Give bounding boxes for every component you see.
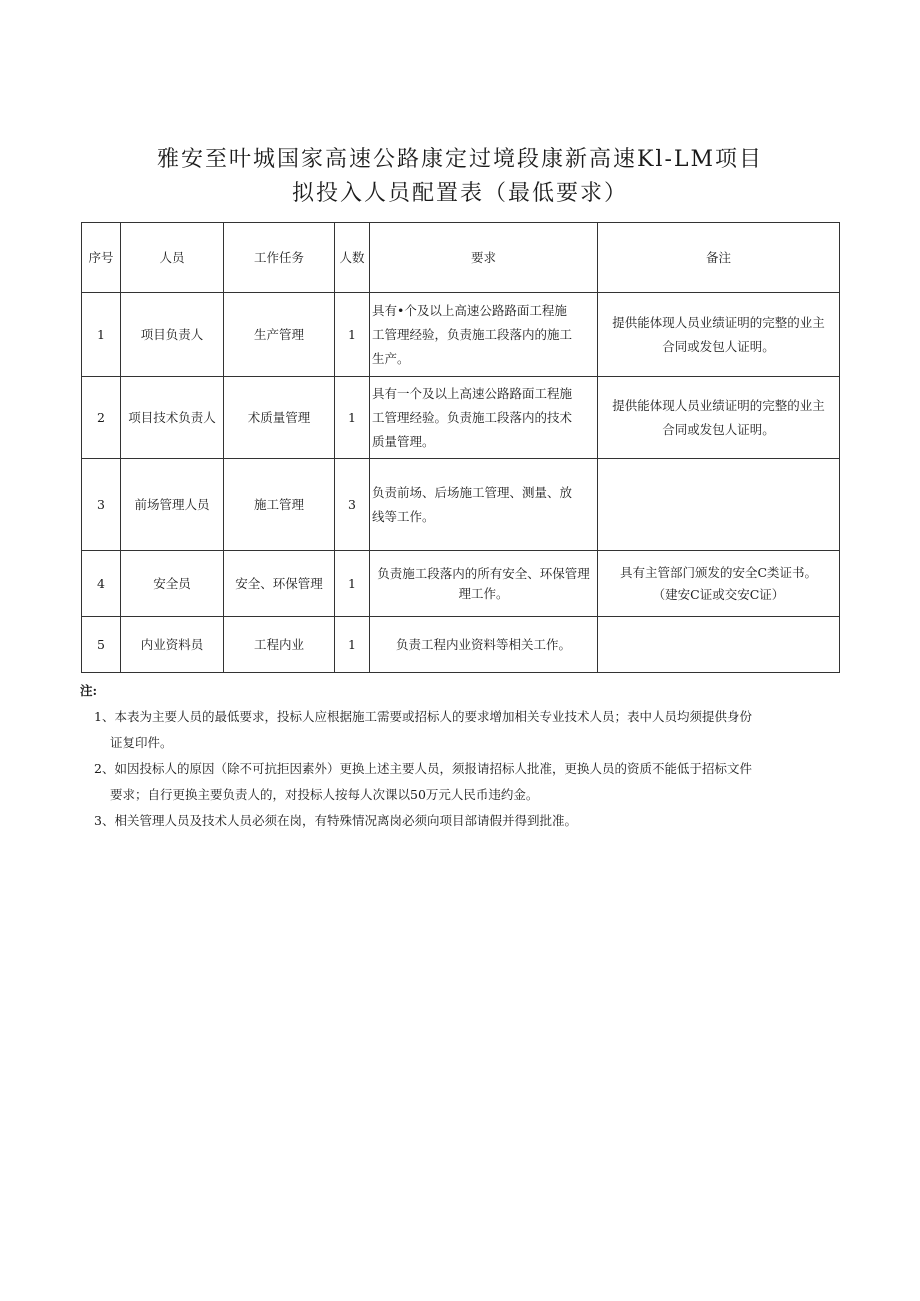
- cell-no: 3: [82, 459, 121, 551]
- cell-requirement: [370, 377, 598, 459]
- document-title-line1: 雅安至叶城国家高速公路康定过境段康新高速Kl-LM项目: [156, 147, 764, 172]
- notes-heading: 注:: [80, 683, 98, 698]
- table-row: [82, 293, 840, 377]
- header-no: 序号: [82, 223, 121, 293]
- requirement-line: 生产。: [372, 350, 410, 366]
- notes-section: [80, 678, 840, 834]
- header-person: 人员: [121, 223, 224, 293]
- note-item: 3、相关管理人员及技术人员必须在岗，有特殊情况离岗必须向项目部请假并得到批准。: [94, 813, 577, 828]
- cell-requirement: [370, 459, 598, 551]
- cell-no: 4: [82, 551, 121, 617]
- header-remark: 备注: [598, 223, 840, 293]
- remark-line: 合同或发包人证明。: [662, 338, 775, 354]
- cell-count: 1: [335, 377, 370, 459]
- cell-count: 1: [335, 551, 370, 617]
- cell-remark: [598, 293, 840, 377]
- requirement-line: 工管理经验。负责施工段落内的技术: [372, 409, 573, 425]
- requirement-line: 负责前场、后场施工管理、测量、放: [372, 484, 573, 500]
- cell-task: 安全、环保管理: [224, 551, 335, 617]
- cell-requirement: [370, 551, 598, 617]
- cell-no: 5: [82, 617, 121, 673]
- table-row: [82, 551, 840, 617]
- cell-requirement: [370, 617, 598, 673]
- cell-count: 3: [335, 459, 370, 551]
- table-header-row: [82, 223, 840, 293]
- cell-person: 项目技术负责人: [121, 377, 224, 459]
- requirement-line: 具有•个及以上高速公路路面工程施: [372, 302, 567, 318]
- cell-no: 2: [82, 377, 121, 459]
- requirement-line: 线等工作。: [372, 508, 435, 524]
- remark-line: 具有主管部门颁发的安全C类证书。: [619, 564, 818, 580]
- cell-person: 内业资料员: [121, 617, 224, 673]
- note-continuation: 证复印件。: [110, 735, 173, 750]
- remark-line: （建安C证或交安C证）: [652, 586, 785, 602]
- requirement-line: 具有一个及以上高速公路路面工程施: [372, 385, 573, 401]
- requirement-line: 负责施工段落内的所有安全、环保管理: [377, 565, 590, 581]
- requirement-line: 工管理经验，负责施工段落内的施工: [372, 326, 573, 342]
- requirement-line: 负责工程内业资料等相关工作。: [395, 636, 571, 652]
- remark-line: 合同或发包人证明。: [662, 421, 775, 437]
- remark-line: 提供能体现人员业绩证明的完整的业主: [612, 314, 825, 330]
- note-item: 1、本表为主要人员的最低要求，投标人应根据施工需要或招标人的要求增加相关专业技术人员；表中人员均须提供身份: [94, 709, 752, 724]
- header-requirement: 要求: [370, 223, 598, 293]
- cell-person: 安全员: [121, 551, 224, 617]
- cell-remark: [598, 459, 840, 551]
- cell-person: 项目负责人: [121, 293, 224, 377]
- cell-task: 术质量管理: [224, 377, 335, 459]
- staff-table: [81, 222, 840, 673]
- cell-no: 1: [82, 293, 121, 377]
- requirement-line: 质量管理。: [372, 433, 435, 449]
- note-item: 2、如因投标人的原因（除不可抗拒因素外）更换上述主要人员，须报请招标人批准，更换人员的资质不能低于招标文件: [94, 761, 752, 776]
- table-row: [82, 459, 840, 551]
- cell-task: 工程内业: [224, 617, 335, 673]
- cell-task: 生产管理: [224, 293, 335, 377]
- cell-task: 施工管理: [224, 459, 335, 551]
- cell-remark: [598, 617, 840, 673]
- document-title-line2: 拟投入人员配置表（最低要求）: [291, 181, 628, 206]
- table-row: [82, 617, 840, 673]
- remark-line: 提供能体现人员业绩证明的完整的业主: [612, 397, 825, 413]
- cell-count: 1: [335, 617, 370, 673]
- cell-requirement: [370, 293, 598, 377]
- table-row: [82, 377, 840, 459]
- cell-count: 1: [335, 293, 370, 377]
- cell-person: 前场管理人员: [121, 459, 224, 551]
- header-task: 工作任务: [224, 223, 335, 293]
- cell-remark: [598, 377, 840, 459]
- requirement-line: 理工作。: [458, 585, 509, 601]
- cell-remark: [598, 551, 840, 617]
- note-continuation: 要求；自行更换主要负责人的，对投标人按每人次课以50万元人民币违约金。: [110, 787, 539, 802]
- header-count: 人数: [335, 223, 370, 293]
